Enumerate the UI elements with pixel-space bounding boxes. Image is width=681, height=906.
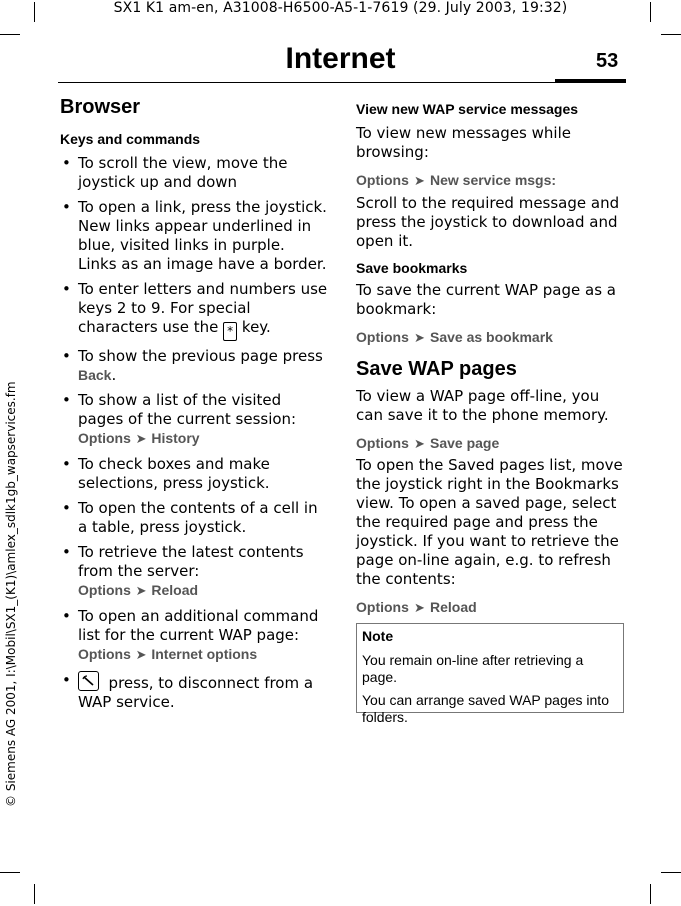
running-header: SX1 K1 am-en, A31008-H6500-A5-1-7619 (29. July 2003, 19:32) [113,0,568,16]
menu-command: Save page [429,435,500,451]
paragraph: To view new messages while browsing: [356,124,571,161]
arrow-icon: ➤ [413,174,425,189]
arrow-icon: ➤ [135,584,147,599]
item-text: press, to disconnect from a WAP service. [78,674,314,711]
end-key-icon [78,671,99,691]
right-column [356,101,626,616]
list-item: • To enter letters and numbers use keys 2 to 9. For special characters use the * key. [60,280,328,341]
crop-mark [34,884,35,904]
paragraph: Scroll to the required message and press the joystick to download and open it. [356,194,620,250]
list-item: • To scroll the view, move the joystick up and down [62,154,288,191]
subheading-save-bookmarks: Save bookmarks [356,260,468,276]
menu-command: History [151,430,200,446]
section-heading-save-pages: Save WAP pages [356,358,517,380]
left-column [60,96,328,718]
paragraph: To view a WAP page off-line, you can save it to the phone memory. [356,387,609,424]
note-text: You can arrange saved WAP pages into folders. [362,692,609,725]
arrow-icon: ➤ [413,331,425,346]
page-number-rule [555,79,626,82]
list-item: • To open the contents of a cell in a table, press joystick. [62,499,318,536]
star-key-icon: * [223,322,237,341]
crop-mark [650,884,651,904]
menu-command: Reload [429,599,477,615]
paragraph: To save the current WAP page as a bookmark: [356,281,616,318]
page-title: Internet [285,42,396,75]
item-text: To open a link, press the joystick. New links appear underlined in blue, visited links in purple. Links as an image have a border. [78,198,327,273]
menu-command: Save as bookmark [429,329,553,345]
item-text: To open an additional command list for the current WAP page: [78,607,319,644]
arrow-icon: ➤ [413,601,425,616]
item-text: To retrieve the latest contents from the server: [78,543,304,580]
list-item: • To show a list of the visited pages of the current session: Options ➤ History [62,391,297,447]
section-heading-browser: Browser [60,96,141,118]
menu-command: Options [356,599,409,615]
crop-mark [0,34,20,35]
note-label: Note [362,628,394,644]
list-item: • To check boxes and make selections, press joystick. [62,455,270,492]
list-item: • press, to disconnect from a WAP service. [62,671,314,711]
menu-command: Options [356,435,409,451]
item-text: To scroll the view, move the joystick up and down [78,154,288,191]
menu-command: Options [78,582,131,598]
item-text: To enter letters and numbers use keys 2 to 9. For special characters use the [78,280,328,336]
arrow-icon: ➤ [413,437,425,452]
item-text: To open the contents of a cell in a table, press joystick. [78,499,318,536]
item-text: To show the previous page press [78,347,323,365]
subheading-keys: Keys and commands [60,131,201,147]
list-item: • To open a link, press the joystick. New links appear underlined in blue, visited links in purple. Links as an image have a border. [62,198,327,273]
menu-path [356,327,626,346]
page-number: 53 [596,50,619,72]
menu-path [356,170,626,189]
menu-command: Options [78,646,131,662]
header-rule [58,82,626,83]
menu-command: New service msgs: [429,172,557,188]
list-item: • To open an additional command list for the current WAP page: Options ➤ Internet options [62,607,319,663]
menu-command: Internet options [151,646,258,662]
list-item: • To show the previous page press Back. [62,347,323,384]
arrow-icon: ➤ [135,648,147,663]
note-box [356,623,624,725]
menu-path [356,597,626,616]
crop-mark [661,872,681,873]
crop-mark [0,872,20,873]
item-text: key. [241,318,271,336]
menu-path [356,433,626,452]
note-text: You remain on-line after retrieving a page. [362,652,584,685]
menu-command: Options [356,172,409,188]
crop-mark [661,34,681,35]
bullet-list [60,154,328,712]
menu-command: Options [78,430,131,446]
side-footer: © Siemens AG 2001, I:\Mobil\SX1_(K1)\amlex_sdlk1gb_wapservices.fm [4,381,18,807]
list-item: • To retrieve the latest contents from the server: Options ➤ Reload [62,543,304,599]
item-text: . [111,366,117,384]
paragraph: To open the Saved pages list, move the joystick right in the Bookmarks view. To open a saved page, select the required page and press the joystick. If you want to retrieve the page on-line again, e.g. to refresh the contents: [356,456,623,588]
menu-command: Back [78,367,112,383]
menu-command: Options [356,329,409,345]
menu-command: Reload [151,582,199,598]
arrow-icon: ➤ [135,432,147,447]
item-text: To check boxes and make selections, press joystick. [78,455,270,492]
subheading-view-messages: View new WAP service messages [356,101,579,117]
item-text: To show a list of the visited pages of the current session: [78,391,297,428]
